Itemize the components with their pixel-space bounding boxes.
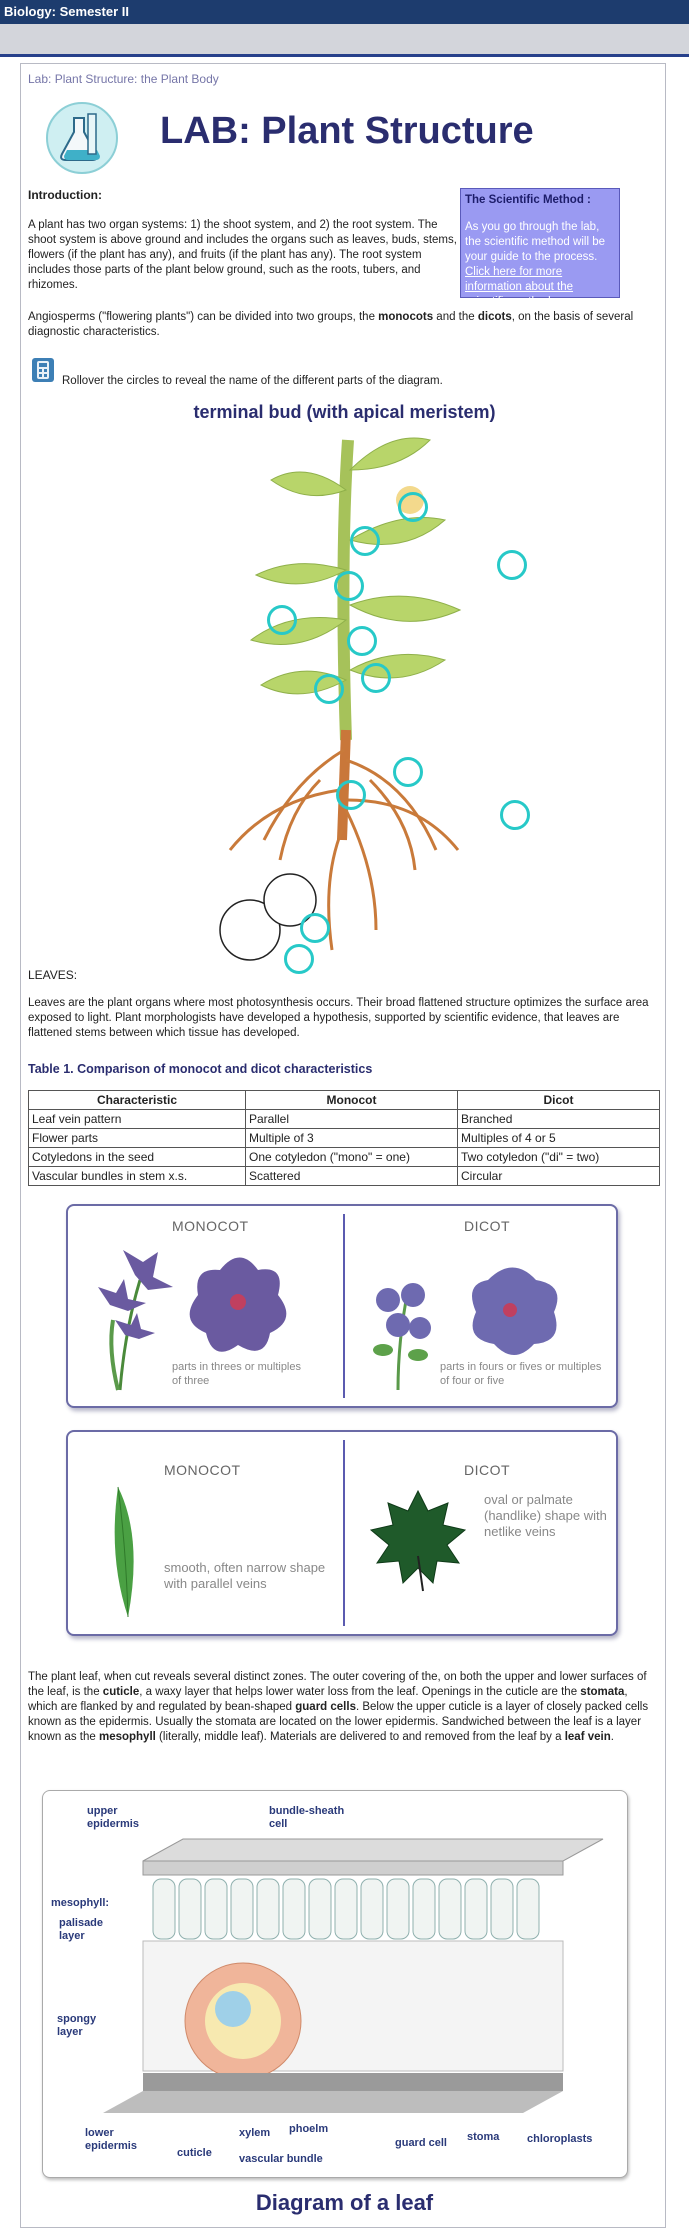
- dicot-leaf-caption: oval or palmate (handlike) shape with netlike veins: [484, 1492, 607, 1539]
- scientific-method-box: [460, 188, 620, 308]
- intro-paragraph: A plant has two organ systems: 1) the shoot system, and 2) the root system. The shoot system is above ground and includes the organs such as leaves, buds, stems, flowers (if the plant has any), and fruits (if the plant has any). The root system includes those parts of the plant below ground, such as the roots, tubers, and rhizomes.: [28, 219, 457, 291]
- phloem-label: phoelm: [289, 2123, 329, 2135]
- table-cell: Scattered: [246, 1167, 458, 1186]
- leaf-comparison-card: [66, 1430, 618, 1636]
- palisade-label: palisade layer: [59, 1917, 104, 1942]
- bundle-sheath-label: bundle-sheath cell: [269, 1805, 345, 1830]
- table-cell: Flower parts: [29, 1129, 246, 1148]
- hotspot-circle[interactable]: [398, 492, 428, 522]
- scientific-method-text: As you go through the lab, the scientific method will be your guide to the process.: [465, 221, 605, 263]
- angiosperms-paragraph: [28, 310, 660, 340]
- mesophyll-label: mesophyll:: [51, 1897, 110, 1909]
- hotspot-circle[interactable]: [361, 663, 391, 693]
- card-divider: [343, 1214, 345, 1398]
- angiosperms-text-b: , on the basis of several diagnostic characteristics.: [28, 311, 634, 338]
- table-cell: Cotyledons in the seed: [29, 1148, 246, 1167]
- table-cell: Parallel: [246, 1110, 458, 1129]
- table-cell: Leaf vein pattern: [29, 1110, 246, 1129]
- leaf-text-a: The plant leaf, when cut reveals several distinct zones. The outer covering of the, on both the upper and lower surfaces of the leaf, is the: [28, 1671, 647, 1698]
- hotspot-circle[interactable]: [497, 550, 527, 580]
- calculator-icon: [32, 358, 54, 382]
- upper-epidermis-label: upper epidermis: [87, 1805, 139, 1830]
- hotspot-circle[interactable]: [314, 674, 344, 704]
- dicot-flower-caption: parts in fours or fives or multiples of four or five: [440, 1361, 602, 1387]
- hotspot-circle[interactable]: [267, 605, 297, 635]
- dicot-leaf-illustration: [368, 1486, 468, 1596]
- lower-epidermis-label: lower epidermis: [85, 2127, 137, 2152]
- comparison-table: [28, 1090, 660, 1186]
- table-cell: Branched: [458, 1110, 660, 1129]
- leaf-text-e: (literally, middle leaf). Materials are delivered to and removed from the leaf by a: [155, 1731, 565, 1743]
- leaf-text-f: .: [610, 1731, 614, 1743]
- monocot-label: MONOCOT: [164, 1462, 241, 1478]
- guard-cell-label: guard cell: [395, 2137, 447, 2149]
- leaf-text-d: . Below the upper cuticle is a layer of closely packed cells known as the epidermis. Usually the stomata are located on the lower epidermis. Sandwiched between the leaf is a layer known as the: [28, 1701, 649, 1743]
- dicot-label: DICOT: [464, 1462, 511, 1478]
- stoma-label: stoma: [467, 2131, 500, 2143]
- mesophyll-term: mesophyll: [98, 1731, 156, 1743]
- table-row: [29, 1167, 660, 1186]
- table-caption: Table 1. Comparison of monocot and dicot characteristics: [28, 1062, 373, 1076]
- table-cell: Multiples of 4 or 5: [458, 1129, 660, 1148]
- hotspot-circle[interactable]: [347, 626, 377, 656]
- angiosperms-text-a: Angiosperms ("flowering plants") can be divided into two groups, the: [28, 311, 379, 323]
- plant-diagram: [200, 430, 500, 970]
- chloroplasts-label: chloroplasts: [527, 2133, 593, 2145]
- table-header: Monocot: [246, 1091, 458, 1110]
- hotspot-circle[interactable]: [334, 571, 364, 601]
- hotspot-circle[interactable]: [393, 757, 423, 787]
- table-header-row: [29, 1091, 660, 1110]
- cuticle-label: cuticle: [177, 2147, 212, 2159]
- leaf-text-c: , which are flanked by and regulated by bean-shaped: [28, 1686, 628, 1713]
- breadcrumb: Lab: Plant Structure: the Plant Body: [28, 72, 219, 86]
- table-cell: Vascular bundles in stem x.s.: [29, 1167, 246, 1186]
- dicots-term: dicots: [477, 311, 512, 323]
- monocot-leaf-caption: smooth, often narrow shape with parallel veins: [164, 1560, 326, 1591]
- hotspot-circle[interactable]: [500, 800, 530, 830]
- cuticle-term: cuticle: [102, 1686, 140, 1698]
- leaf-structure-paragraph: [28, 1670, 660, 1745]
- stomata-term: stomata: [580, 1686, 625, 1698]
- hotspot-circle[interactable]: [350, 526, 380, 556]
- vascular-bundle-label: vascular bundle: [239, 2153, 323, 2165]
- table-cell: Circular: [458, 1167, 660, 1186]
- monocot-leaf-illustration: [98, 1482, 148, 1622]
- table-cell: One cotyledon ("mono" = one): [246, 1148, 458, 1167]
- monocot-label: MONOCOT: [172, 1218, 249, 1234]
- flower-comparison-card: [66, 1204, 618, 1408]
- hotspot-circle[interactable]: [300, 913, 330, 943]
- hotspot-circle[interactable]: [336, 780, 366, 810]
- scientific-method-heading: The Scientific Method :: [465, 194, 591, 206]
- table-cell: Multiple of 3: [246, 1129, 458, 1148]
- table-row: [29, 1110, 660, 1129]
- table-cell: Two cotyledon ("di" = two): [458, 1148, 660, 1167]
- scientific-method-link[interactable]: Click here for more information about the scientific method.: [465, 266, 574, 308]
- xylem-label: xylem: [239, 2127, 271, 2139]
- angiosperms-text-and: and the: [433, 311, 478, 323]
- table-header: Characteristic: [29, 1091, 246, 1110]
- diagram-part-label: terminal bud (with apical meristem): [193, 402, 496, 422]
- monocots-term: monocots: [378, 311, 434, 323]
- lab-flask-icon: [44, 100, 120, 176]
- card-divider: [343, 1440, 345, 1626]
- topbar: [0, 0, 689, 24]
- monocot-flower-caption: parts in threes or multiples of three: [172, 1361, 301, 1387]
- leaf-diagram-caption: Diagram of a leaf: [255, 2190, 434, 2215]
- spongy-label: spongy layer: [57, 2013, 97, 2038]
- leaf-vein-term: leaf vein: [564, 1731, 611, 1743]
- header-band: [0, 24, 689, 57]
- table-header: Dicot: [458, 1091, 660, 1110]
- leaf-text-b: , a waxy layer that helps lower water loss from the leaf. Openings in the cuticle are the: [139, 1686, 581, 1698]
- course-title: Biology: Semester II: [4, 4, 129, 19]
- hotspot-circle[interactable]: [284, 944, 314, 974]
- rollover-instructions: Rollover the circles to reveal the name of the different parts of the diagram.: [62, 375, 443, 387]
- table-row: [29, 1148, 660, 1167]
- dicot-label: DICOT: [464, 1218, 511, 1234]
- leaves-paragraph: Leaves are the plant organs where most photosynthesis occurs. Their broad flattened structure optimizes the surface area exposed to light. Plant morphologists have developed a hypothesis, supported by scientific evidence, that leaves are flattened stems between which tissue has developed.: [28, 997, 649, 1039]
- intro-heading: Introduction:: [28, 188, 102, 202]
- leaf-diagram: [42, 1790, 628, 2178]
- table-row: [29, 1129, 660, 1148]
- guard-cells-term: guard cells: [295, 1701, 356, 1713]
- page-title: LAB: Plant Structure: [160, 110, 534, 152]
- leaves-heading: LEAVES:: [28, 968, 78, 982]
